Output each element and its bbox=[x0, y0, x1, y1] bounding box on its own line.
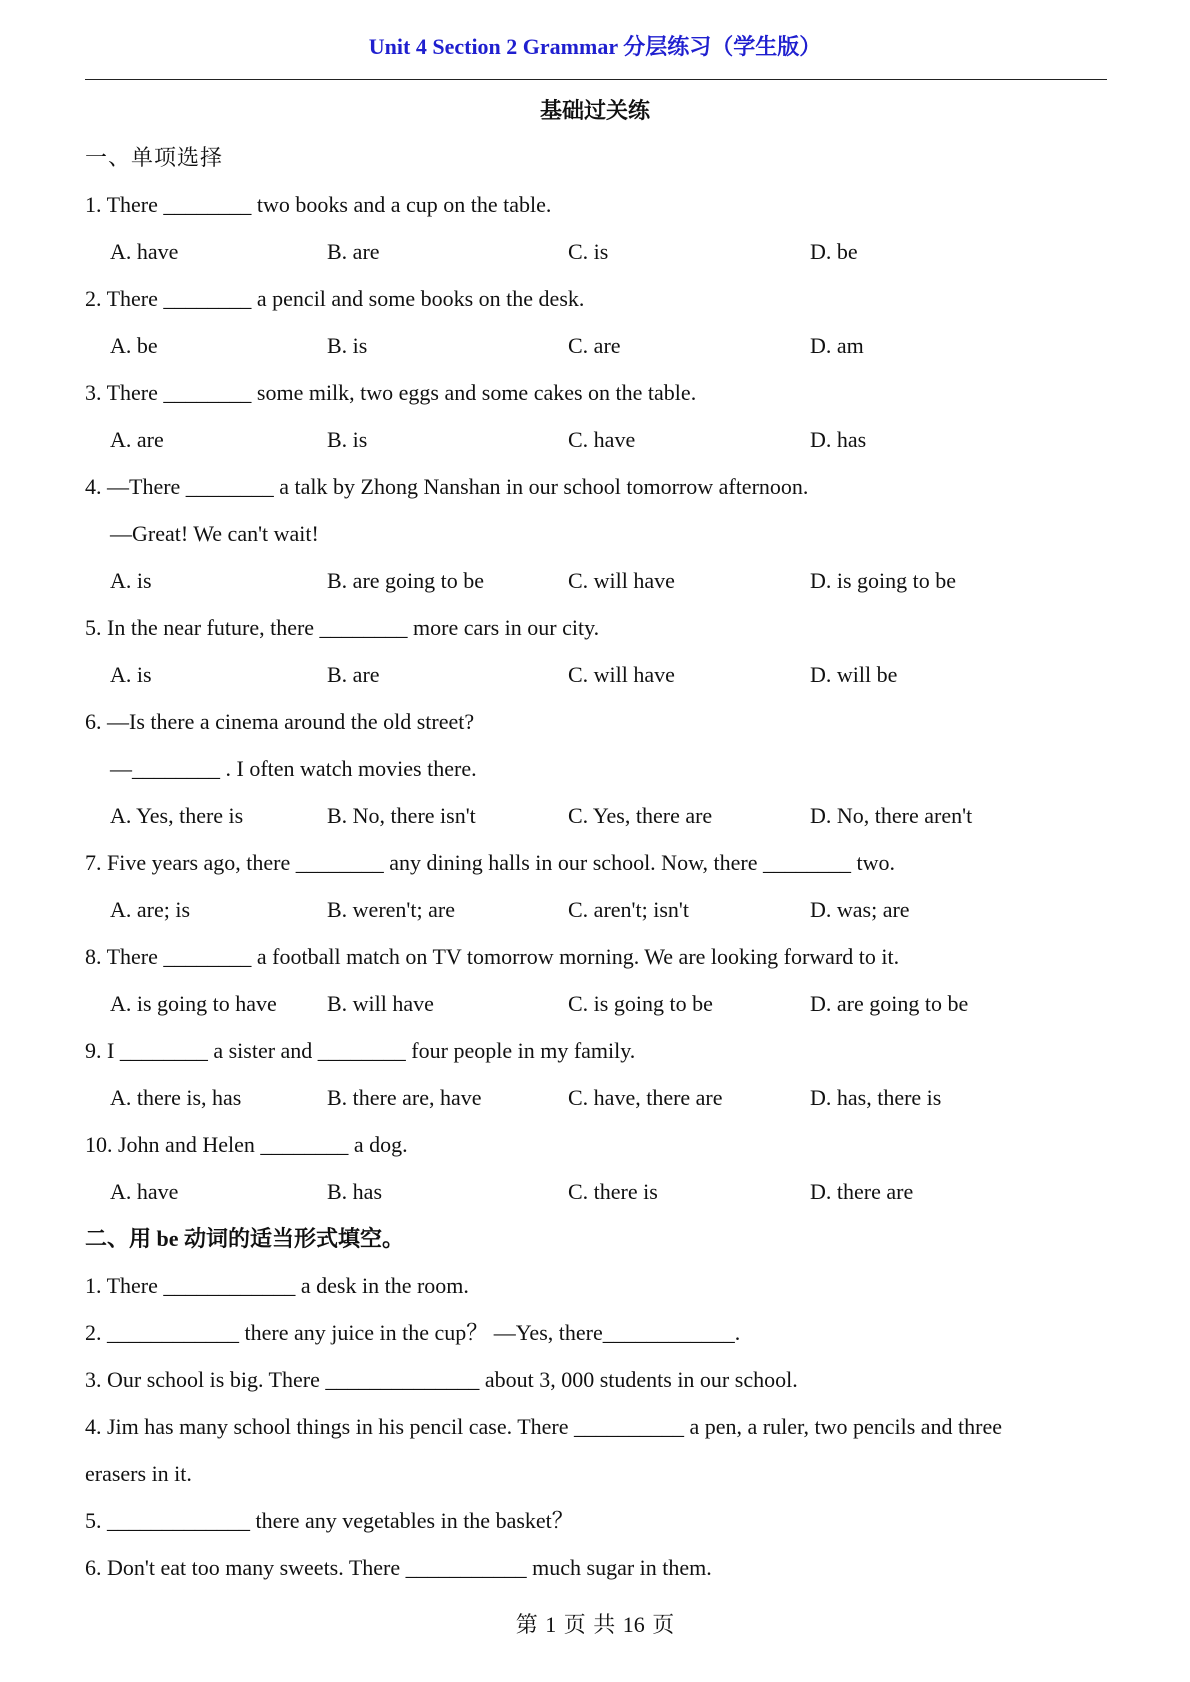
option-a: A. are; is bbox=[110, 897, 191, 922]
option-d: D. was; are bbox=[810, 897, 910, 922]
option-b: B. are bbox=[327, 239, 380, 264]
question-6-stem: 6. —Is there a cinema around the old street? bbox=[85, 709, 475, 734]
question-8-options bbox=[85, 980, 1115, 1027]
option-b: B. are bbox=[327, 662, 380, 687]
option-d: D. are going to be bbox=[810, 991, 969, 1016]
question-6-response: —________ . I often watch movies there. bbox=[110, 756, 477, 781]
section2-heading: 二、用 be 动词的适当形式填空。 bbox=[85, 1226, 405, 1251]
fill-item-1: 1. There ____________ a desk in the room. bbox=[85, 1273, 469, 1298]
option-b: B. there are, have bbox=[327, 1085, 482, 1110]
option-b: B. is bbox=[327, 427, 368, 452]
option-c: C. is going to be bbox=[568, 991, 713, 1016]
section1-heading: 一、单项选择 bbox=[85, 145, 224, 170]
option-c: C. are bbox=[568, 333, 621, 358]
option-c: C. there is bbox=[568, 1179, 658, 1204]
document-header: Unit 4 Section 2 Grammar 分层练习（学生版） bbox=[368, 34, 822, 59]
fill-item-5: 5. _____________ there any vegetables in the basket？ bbox=[85, 1508, 574, 1533]
question-10-stem: 10. John and Helen ________ a dog. bbox=[85, 1132, 408, 1157]
question-4-response: —Great! We can't wait! bbox=[110, 521, 319, 546]
option-d: D. has bbox=[810, 427, 867, 452]
option-d: D. there are bbox=[810, 1179, 914, 1204]
question-2-options bbox=[85, 322, 1115, 369]
option-a: A. is bbox=[110, 662, 152, 687]
option-b: B. are going to be bbox=[327, 568, 485, 593]
option-d: D. will be bbox=[810, 662, 898, 687]
option-c: C. have, there are bbox=[568, 1085, 723, 1110]
option-c: C. will have bbox=[568, 568, 675, 593]
question-7-options bbox=[85, 886, 1115, 933]
option-a: A. be bbox=[110, 333, 158, 358]
worksheet-body bbox=[85, 134, 1115, 1591]
question-9-options bbox=[85, 1074, 1115, 1121]
question-2-stem: 2. There ________ a pencil and some books on the desk. bbox=[85, 286, 585, 311]
option-c: C. will have bbox=[568, 662, 675, 687]
option-b: B. is bbox=[327, 333, 368, 358]
option-b: B. will have bbox=[327, 991, 434, 1016]
option-a: A. are bbox=[110, 427, 164, 452]
question-3-options bbox=[85, 416, 1115, 463]
fill-item-2: 2. ____________ there any juice in the cup？ —Yes, there____________. bbox=[85, 1320, 741, 1345]
option-a: A. have bbox=[110, 239, 179, 264]
header-divider bbox=[85, 79, 1107, 80]
page-number: 第 1 页 共 16 页 bbox=[515, 1612, 675, 1637]
question-10-options bbox=[85, 1168, 1115, 1215]
option-d: D. No, there aren't bbox=[810, 803, 973, 828]
question-6-options bbox=[85, 792, 1115, 839]
option-d: D. has, there is bbox=[810, 1085, 942, 1110]
question-3-stem: 3. There ________ some milk, two eggs and some cakes on the table. bbox=[85, 380, 697, 405]
option-a: A. have bbox=[110, 1179, 179, 1204]
option-c: C. aren't; isn't bbox=[568, 897, 689, 922]
option-b: B. No, there isn't bbox=[327, 803, 476, 828]
page-title: 基础过关练 bbox=[539, 98, 650, 123]
option-b: B. has bbox=[327, 1179, 382, 1204]
option-d: D. is going to be bbox=[810, 568, 957, 593]
question-4-options bbox=[85, 557, 1115, 604]
option-c: C. have bbox=[568, 427, 636, 452]
fill-item-4: 4. Jim has many school things in his pencil case. There __________ a pen, a ruler, two pencils and three bbox=[85, 1414, 1002, 1439]
fill-item-3: 3. Our school is big. There ______________ about 3, 000 students in our school. bbox=[85, 1367, 798, 1392]
question-8-stem: 8. There ________ a football match on TV tomorrow morning. We are looking forward to it. bbox=[85, 944, 900, 969]
fill-item-6: 6. Don't eat too many sweets. There ___________ much sugar in them. bbox=[85, 1555, 712, 1580]
question-5-stem: 5. In the near future, there ________ more cars in our city. bbox=[85, 615, 600, 640]
option-a: A. Yes, there is bbox=[110, 803, 244, 828]
fill-item-4-continued: erasers in it. bbox=[85, 1461, 192, 1486]
question-1-options bbox=[85, 228, 1115, 275]
question-5-options bbox=[85, 651, 1115, 698]
option-c: C. Yes, there are bbox=[568, 803, 713, 828]
option-a: A. there is, has bbox=[110, 1085, 242, 1110]
option-c: C. is bbox=[568, 239, 609, 264]
option-a: A. is going to have bbox=[110, 991, 277, 1016]
option-a: A. is bbox=[110, 568, 152, 593]
question-1-stem: 1. There ________ two books and a cup on the table. bbox=[85, 192, 552, 217]
question-9-stem: 9. I ________ a sister and ________ four people in my family. bbox=[85, 1038, 636, 1063]
option-d: D. am bbox=[810, 333, 864, 358]
question-4-stem: 4. —There ________ a talk by Zhong Nanshan in our school tomorrow afternoon. bbox=[85, 474, 809, 499]
question-7-stem: 7. Five years ago, there ________ any dining halls in our school. Now, there ________ two. bbox=[85, 850, 895, 875]
option-d: D. be bbox=[810, 239, 858, 264]
option-b: B. weren't; are bbox=[327, 897, 455, 922]
